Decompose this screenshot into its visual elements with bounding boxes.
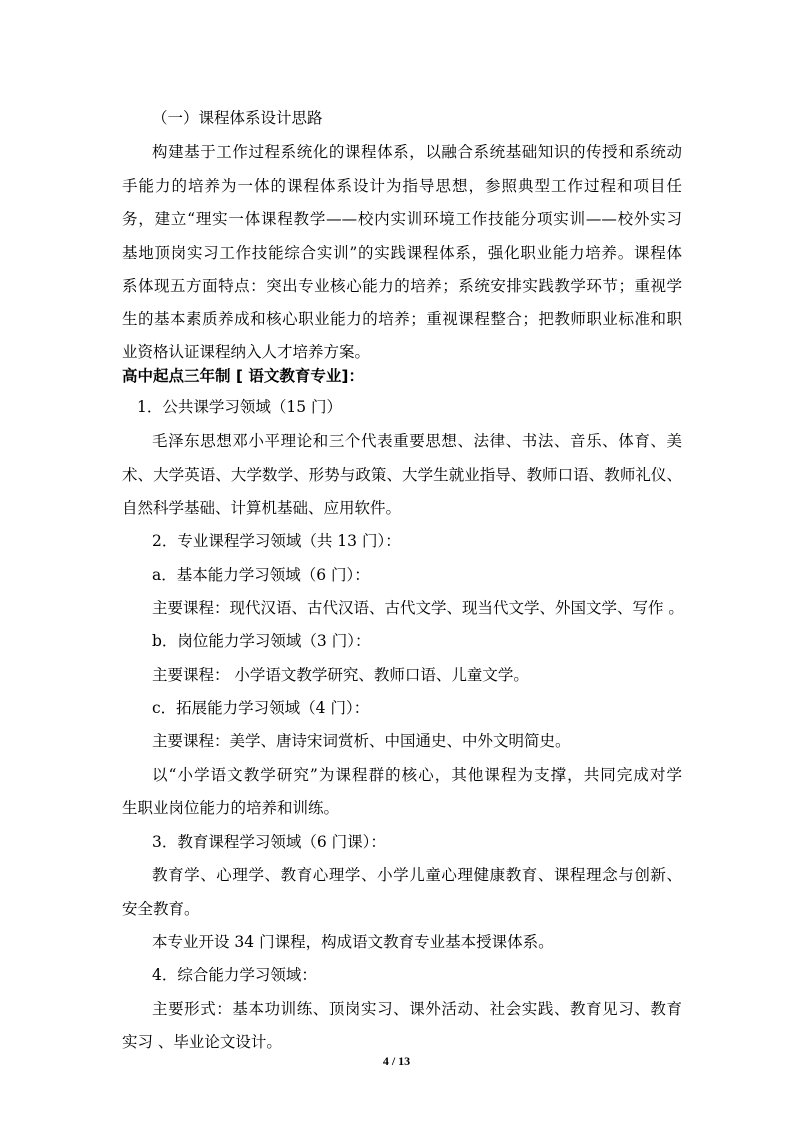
intro-line-2: 手能力的培养为一体的课程体系设计为指导思想，参照典型工作过程和项目任 <box>122 177 682 195</box>
public-courses-line-1: 毛泽东思想邓小平理论和三个代表重要思想、法律、书法、音乐、体育、美 <box>152 432 682 450</box>
total-courses-line: 本专业开设 34 门课程，构成语文教育专业基本授课体系。 <box>152 933 554 951</box>
intro-line-3: 务，建立“理实一体课程教学——校内实训环境工作技能分项实训——校外实习 <box>122 210 682 228</box>
extension-ability-courses: 主要课程：美学、唐诗宋词赏析、中国通史、中外文明简史。 <box>152 732 571 750</box>
comprehensive-heading: 4．综合能力学习领域： <box>152 966 317 984</box>
intro-line-4: 基地顶岗实习工作技能综合实训”的实践课程体系，强化职业能力培养。课程体 <box>122 244 682 262</box>
basic-ability-heading: a．基本能力学习领域（6 门）： <box>152 566 370 584</box>
education-heading: 3．教育课程学习领域（6 门课）： <box>152 833 386 851</box>
education-line-2: 安全教育。 <box>122 900 200 918</box>
program-title: 高中起点三年制 [ 语文教育专业]： <box>122 367 364 385</box>
intro-line-5: 系体现五方面特点：突出专业核心能力的培养；系统安排实践教学环节；重视学 <box>122 277 682 295</box>
comprehensive-line-1: 主要形式：基本功训练、顶岗实习、课外活动、社会实践、教育见习、教育 <box>152 1000 682 1018</box>
education-line-1: 教育学、心理学、教育心理学、小学儿童心理健康教育、课程理念与创新、 <box>152 866 682 884</box>
intro-line-6: 生的基本素质养成和核心职业能力的培养；重视课程整合；把教师职业标准和职 <box>122 310 682 328</box>
professional-heading: 2．专业课程学习领域（共 13 门）： <box>152 532 401 550</box>
public-courses-line-3: 自然科学基础、计算机基础、应用软件。 <box>122 499 402 517</box>
core-course-line-2: 生职业岗位能力的培养和训练。 <box>122 799 340 817</box>
basic-ability-courses: 主要课程：现代汉语、古代汉语、古代文学、现当代文学、外国文学、写作 。 <box>152 599 684 617</box>
core-course-line-1: 以“小学语文教学研究”为课程群的核心，其他课程为支撑，共同完成对学 <box>152 766 682 784</box>
page-number: 4 / 13 <box>382 1054 411 1068</box>
post-ability-courses: 主要课程： 小学语文教学研究、教师口语、儿童文学。 <box>152 666 529 684</box>
comprehensive-line-2: 实习 、毕业论文设计。 <box>122 1033 282 1051</box>
intro-line-7: 业资格认证课程纳入人才培养方案。 <box>122 343 371 361</box>
public-courses-heading: 1．公共课学习领域（15 门） <box>137 398 343 416</box>
intro-line-1: 构建基于工作过程系统化的课程体系，以融合系统基础知识的传授和系统动 <box>152 143 682 161</box>
extension-ability-heading: c．拓展能力学习领域（4 门）： <box>152 699 370 717</box>
post-ability-heading: b．岗位能力学习领域（3 门）： <box>152 632 371 650</box>
public-courses-line-2: 术、大学英语、大学数学、形势与政策、大学生就业指导、教师口语、教师礼仪、 <box>122 466 682 484</box>
section-heading: （一）课程体系设计思路 <box>152 109 323 127</box>
